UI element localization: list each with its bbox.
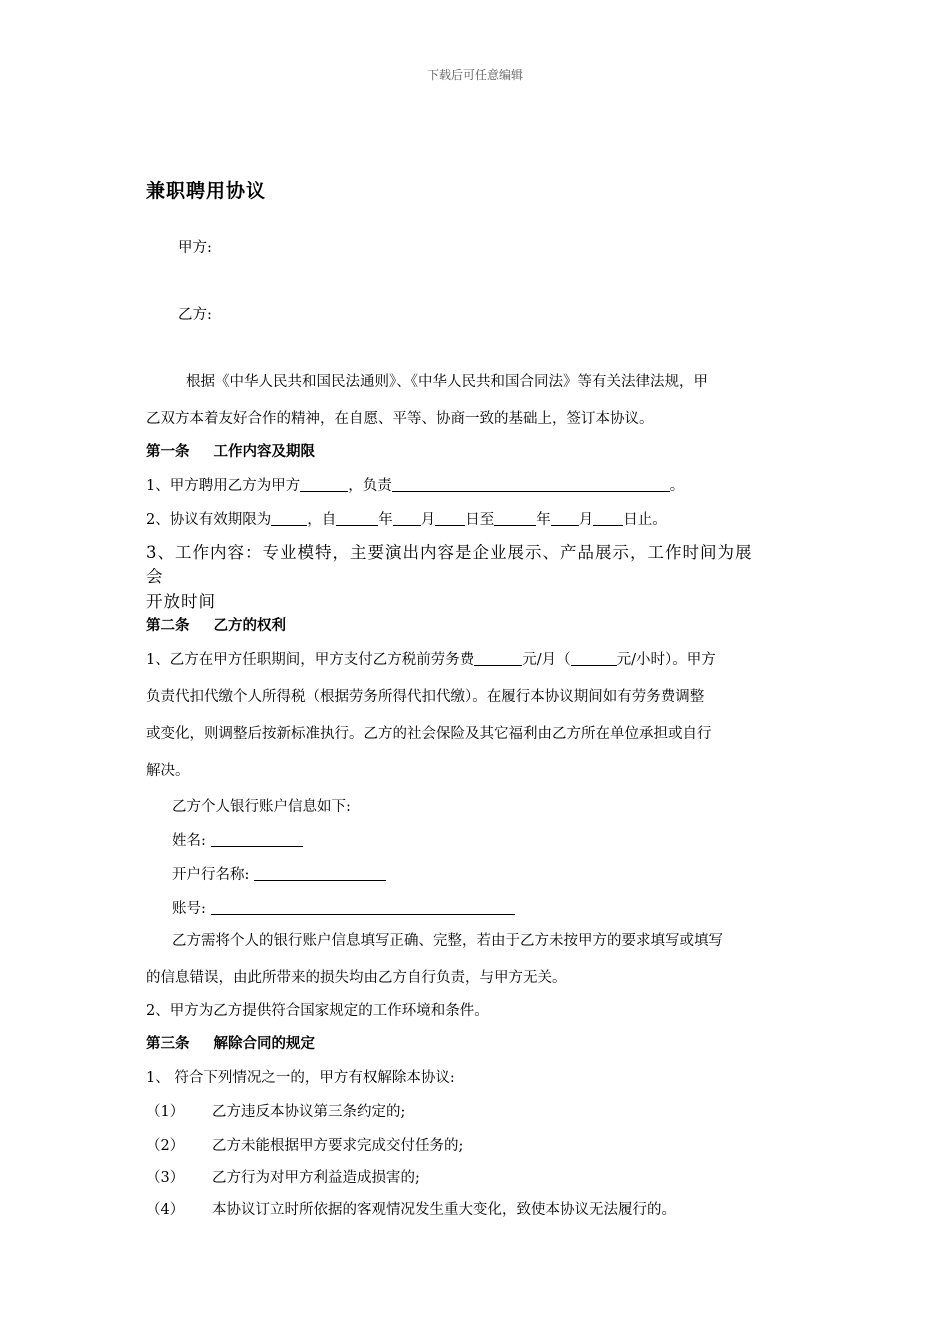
article-1-item-2 bbox=[146, 508, 667, 529]
article-3-number: 第三条 bbox=[146, 1035, 190, 1052]
account-holder-name-field[interactable] bbox=[211, 832, 303, 847]
article-2-number: 第二条 bbox=[146, 617, 190, 634]
list-item-number: （1） bbox=[146, 1104, 185, 1120]
page-header: 下载后可任意编辑 bbox=[426, 68, 523, 82]
preamble-line-1: 根据《中华人民共和国民法通则》、《中华人民共和国合同法》等有关法律法规，甲 bbox=[186, 374, 708, 390]
list-item-text: 乙方违反本协议第三条约定的; bbox=[212, 1104, 406, 1120]
item-text: 元/月（ bbox=[522, 652, 571, 668]
blank-start-month[interactable] bbox=[393, 511, 421, 526]
bank-name-row bbox=[172, 829, 303, 850]
article-2-item-1-line-1 bbox=[146, 648, 716, 669]
blank-responsibility[interactable] bbox=[392, 477, 670, 492]
article-1-item-3-line-1: 3、工作内容：专业模特，主要演出内容是企业展示、产品展示，工作时间为展 bbox=[146, 543, 753, 562]
field-label: 姓名: bbox=[172, 833, 206, 849]
list-item-text: 乙方行为对甲方利益造成损害的; bbox=[212, 1170, 420, 1186]
party-b-label: 乙方: bbox=[178, 307, 212, 323]
list-item-number: （3） bbox=[146, 1170, 185, 1186]
preamble-line-2: 乙双方本着友好合作的精神，在自愿、平等、协商一致的基础上，签订本协议。 bbox=[146, 411, 654, 427]
article-2-title: 乙方的权利 bbox=[213, 617, 286, 634]
field-label: 开户行名称: bbox=[172, 867, 250, 883]
list-item bbox=[146, 1166, 420, 1187]
item-text: 日至 bbox=[465, 512, 495, 528]
list-item bbox=[146, 1134, 463, 1155]
item-text: 月 bbox=[420, 512, 436, 528]
list-item-number: （4） bbox=[146, 1202, 185, 1218]
item-text: 1、甲方聘用乙方为甲方 bbox=[146, 478, 301, 494]
item-text: 1、乙方在甲方任职期间，甲方支付乙方税前劳务费 bbox=[146, 652, 475, 668]
article-1-number: 第一条 bbox=[146, 443, 190, 460]
article-2-item-1-line-3: 或变化，则调整后按新标准执行。乙方的社会保险及其它福利由乙方所在单位承担或自行 bbox=[146, 726, 712, 742]
blank-start-year[interactable] bbox=[336, 511, 378, 526]
document-title: 兼职聘用协议 bbox=[146, 180, 267, 202]
list-item-number: （2） bbox=[146, 1138, 185, 1154]
bank-notice-line-2: 的信息错误，由此所带来的损失均由乙方自行负责，与甲方无关。 bbox=[146, 970, 567, 986]
article-2-item-2: 2、甲方为乙方提供符合国家规定的工作环境和条件。 bbox=[146, 1003, 489, 1019]
item-text: 日止。 bbox=[623, 512, 667, 528]
field-label: 账号: bbox=[172, 901, 206, 917]
article-2-heading bbox=[146, 614, 286, 635]
article-2-item-1-line-2: 负责代扣代缴个人所得税（根据劳务所得代扣代缴）。在履行本协议期间如有劳务费调整 bbox=[146, 689, 705, 705]
article-2-item-1-line-4: 解决。 bbox=[146, 763, 190, 779]
blank-position[interactable] bbox=[300, 477, 348, 492]
bank-info-intro: 乙方个人银行账户信息如下: bbox=[172, 799, 351, 815]
bank-branch-field[interactable] bbox=[254, 866, 386, 881]
blank-duration[interactable] bbox=[271, 511, 307, 526]
bank-notice-line-1: 乙方需将个人的银行账户信息填写正确、完整，若由于乙方未按甲方的要求填写或填写 bbox=[172, 933, 723, 949]
blank-hourly-fee[interactable] bbox=[571, 651, 617, 666]
bank-account-row bbox=[172, 897, 515, 918]
blank-start-day[interactable] bbox=[435, 511, 465, 526]
article-1-heading bbox=[146, 440, 315, 461]
item-text: 。 bbox=[669, 478, 685, 494]
bank-account-field[interactable] bbox=[211, 900, 515, 915]
item-text: 年 bbox=[378, 512, 393, 528]
list-item-text: 本协议订立时所依据的客观情况发生重大变化，致使本协议无法履行的。 bbox=[212, 1202, 676, 1218]
party-a-label: 甲方: bbox=[178, 240, 212, 256]
blank-end-day[interactable] bbox=[593, 511, 623, 526]
blank-end-year[interactable] bbox=[494, 511, 536, 526]
article-1-item-1 bbox=[146, 474, 684, 495]
article-3-intro: 1、 符合下列情况之一的，甲方有权解除本协议: bbox=[146, 1070, 455, 1086]
article-3-title: 解除合同的规定 bbox=[213, 1035, 315, 1052]
list-item bbox=[146, 1198, 676, 1219]
item-text: 2、协议有效期限为 bbox=[146, 512, 272, 528]
article-1-item-3-line-3: 开放时间 bbox=[146, 592, 216, 611]
article-3-heading bbox=[146, 1032, 315, 1053]
blank-end-month[interactable] bbox=[551, 511, 579, 526]
blank-monthly-fee[interactable] bbox=[474, 651, 522, 666]
article-1-title: 工作内容及期限 bbox=[213, 443, 315, 460]
item-text: 月 bbox=[578, 512, 594, 528]
item-text: ，负责 bbox=[348, 478, 392, 494]
list-item-text: 乙方未能根据甲方要求完成交付任务的; bbox=[212, 1138, 464, 1154]
list-item bbox=[146, 1100, 405, 1121]
article-1-item-3-line-2: 会 bbox=[146, 567, 164, 586]
item-text: 元/小时）。甲方 bbox=[616, 652, 716, 668]
item-text: ，自 bbox=[307, 512, 337, 528]
item-text: 年 bbox=[536, 512, 551, 528]
bank-branch-row bbox=[172, 863, 386, 884]
